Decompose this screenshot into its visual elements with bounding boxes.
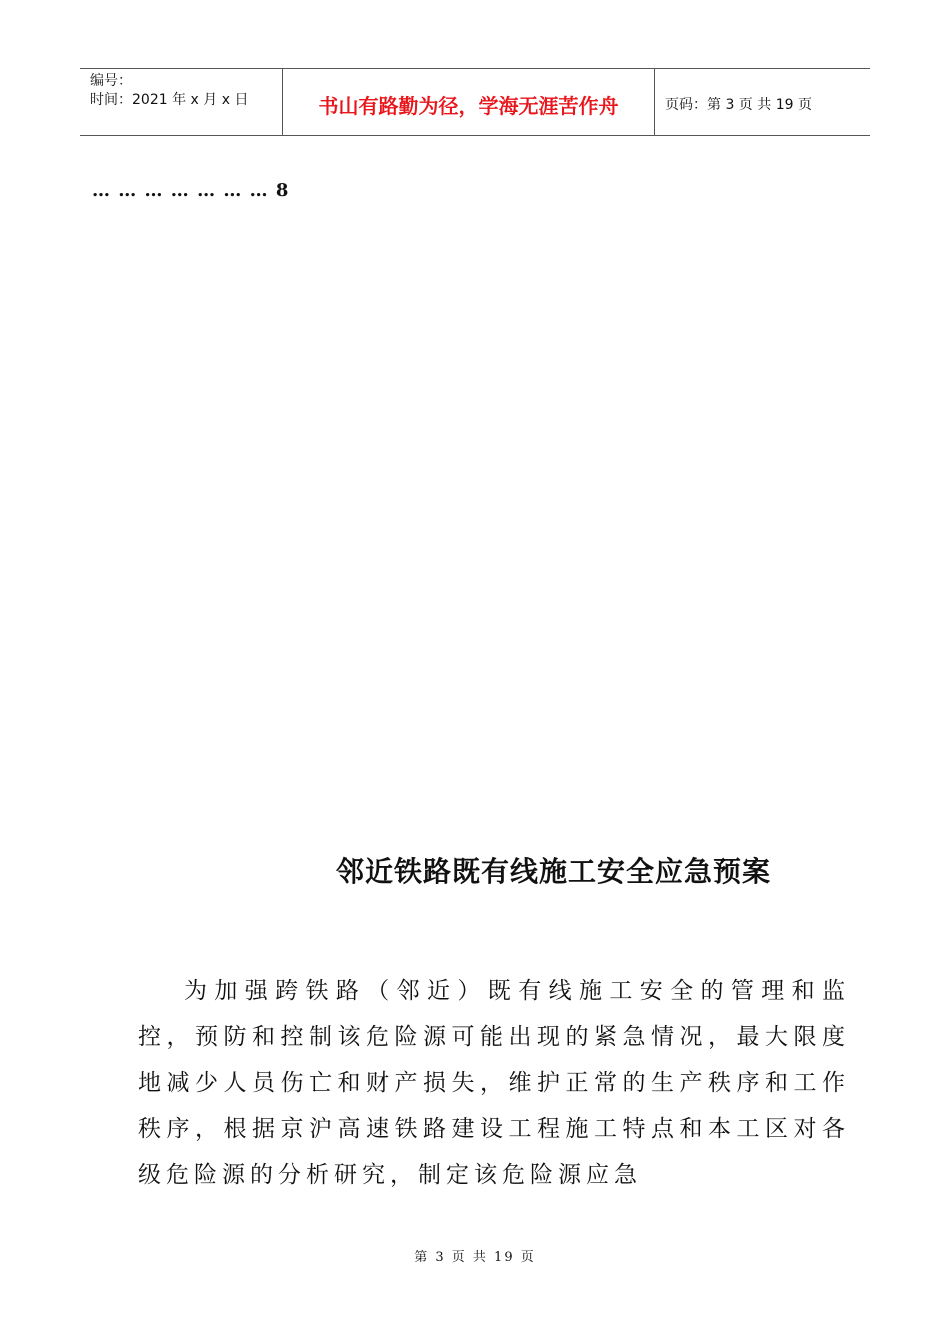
header-page-cell [655, 69, 870, 135]
header-page-info: 页码：第 3 页 共 19 页 [665, 97, 812, 113]
page-header [80, 68, 870, 136]
page-footer: 第 3 页 共 19 页 [414, 1250, 536, 1265]
document-date-label: 时间：2021 年 x 月 x 日 [90, 92, 249, 108]
toc-dots-line: … … … … … … … 8 [92, 180, 290, 201]
document-title: 邻近铁路既有线施工安全应急预案 [336, 855, 772, 888]
header-motto-cell [282, 69, 655, 135]
body-paragraph: 为加强跨铁路（邻近）既有线施工安全的管理和监控，预防和控制该危险源可能出现的紧急情况，最大限度地减少人员伤亡和财产损失，维护正常的生产秩序和工作秩序，根据京沪高速铁路建设工程施工特点和本工区对各级危险源的分析研究，制定该危险源应急 [138, 978, 850, 1188]
header-motto: 书山有路勤为径，学海无涯苦作舟 [318, 93, 619, 118]
header-meta-cell [80, 69, 282, 135]
document-number-label: 编号： [90, 73, 132, 89]
